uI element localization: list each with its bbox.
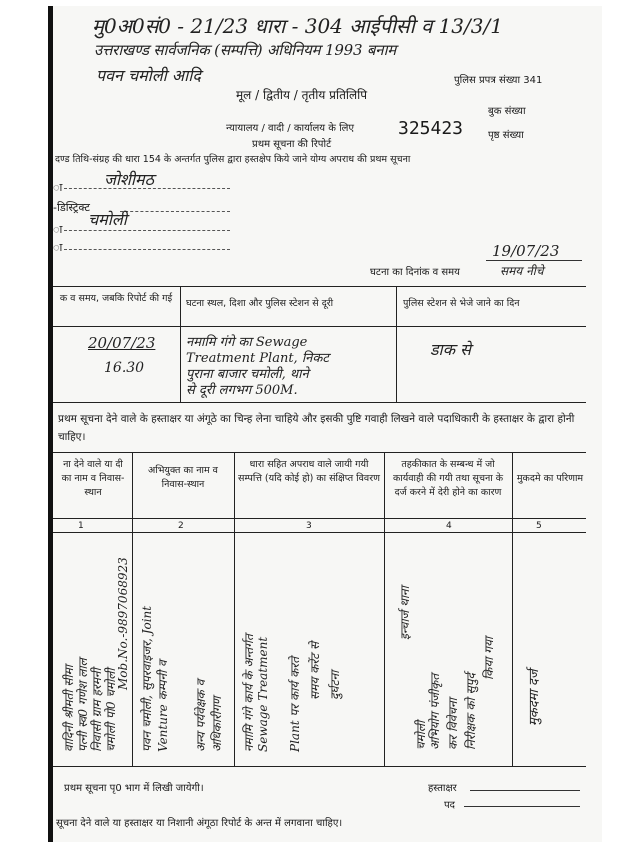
offence-line-1: नमामि गंगे कार्य के अन्तर्गत [242,634,256,752]
table2-divider-3 [384,452,385,766]
form-number: पुलिस प्रपत्र संख्या 341 [454,75,543,86]
last-instruction: सूचना देने वाले या हस्ताक्षर या निशानी अंगूठा रिपोर्ट के अन्त में लगवाना चाहिए। [56,818,343,829]
action-line-4: कर विवेचना [446,698,460,750]
table2-header-accused: अभियुक्त का नाम व निवास-स्थान [148,465,218,490]
extra-line-2 [64,249,230,250]
place-line-1: नमामि गंगे का Sewage [186,335,308,350]
signature-line [470,790,580,791]
result-value: मुकदमा दर्ज [527,669,542,726]
incident-date: 19/07/23 [492,242,560,260]
col-number-2: 2 [178,521,184,531]
table1-bottom-rule [53,402,586,403]
thana-label: ा [53,181,63,194]
place-line-3: पुराना बाजार चमोली, थाने [186,367,309,382]
place-line-4: से दूरी लगभग 500M. [186,383,298,398]
court-copy-label: न्यायालय / वादी / कार्यालय के लिए [226,123,354,134]
incident-time: समय नीचे [500,264,544,278]
offence-line-2: Sewage Treatment [256,636,270,752]
offence-line-4: समय करेंट से [308,641,322,700]
district-label: -डिस्ट्रिक्ट [53,201,90,214]
table2-header-action: तहकीकात के सम्बन्ध में जो कार्यवाही की गयी तथा सूचना के दर्ज करने में देरी होने का कारण [392,459,504,498]
table2-bottom-rule [53,766,586,767]
informant-line-3: निवासी ग्राम हरमनी [90,668,104,752]
table1-divider-2 [396,286,397,402]
table2-divider-2 [234,452,235,766]
table2-header-informant: ना देने वाले या दी का नाम व निवास-स्थान [61,459,125,498]
table1-header-sent-day: पुलिस स्टेशन से भेजे जाने का दिन [403,298,520,309]
table1-header-rule [53,326,586,327]
sent-day-value: डाक से [430,340,471,359]
col-number-1: 1 [78,521,84,531]
action-line-2: चमोली [414,720,428,750]
table2-header-offence: धारा सहित अपराध वाले जायी गयी सम्पत्ति (यदि कोई हो) का संक्षिप्त विवरण [238,459,380,484]
report-time: 16.30 [104,360,145,376]
table1-top-rule [53,286,586,287]
copy-type: मूल / द्वितीय / तृतीय प्रतिलिपि [236,88,368,102]
fir-report-label: प्रथम सूचना की रिपोर्ट [252,139,332,150]
page-number-label: पृष्ठ संख्या [488,130,524,141]
table1-divider-1 [180,286,181,402]
col-number-4: 4 [446,521,452,531]
action-line-6: किया गया [482,636,496,680]
accused-line-4: अधिकारीगण [210,696,224,752]
offence-line-3: Plant पर कार्य करते [288,656,302,752]
act-line: उत्तराखण्ड सार्वजनिक (सम्पत्ति) अधिनियम 1993 बनाम [94,41,397,59]
report-date: 20/07/23 [88,334,156,352]
scan-edge [48,6,53,842]
book-number-label: बुक संख्या [488,106,526,117]
informant-line-1: वादिनी श्रीमती सीमा [62,665,76,752]
thana-value: जोशीमठ [104,170,154,189]
signature-label: हस्ताक्षर [428,783,457,794]
designation-line [464,806,580,807]
action-line-5: निरीक्षक को सुपुर्द [464,673,478,750]
accused-line: पवन चमोली आदि [96,66,201,85]
action-line-1: इन्चार्ज थाना [398,586,412,640]
extra-label-2: ा [53,241,63,254]
table2-header-result: मुकदमे का परिणाम [516,473,584,484]
action-line-3: अभियोग पंजीकृत [428,673,442,750]
informant-line-4: चमोली पो0 चमोली [104,668,118,752]
table1-header-report-time: क व समय, जबकि रिपोर्ट की गई [59,293,173,304]
place-line-2: Treatment Plant, निकट [186,351,329,366]
serial-number: 325423 [398,118,464,139]
col-number-5: 5 [536,521,542,531]
signature-instruction: प्रथम सूचना देने वाले के हस्ताक्षर या अंगूठे का चिन्ह लेना चाहिये और इसकी पुष्टि गवाही लिखने वाले पदाधिकारी के हस्ताक्षर के द्वारा होनी चाहिए। [58,413,575,443]
offence-line-5: दुर्घटना [328,670,342,700]
col-number-3: 3 [306,521,312,531]
table2-divider-4 [512,452,513,766]
district-line [120,211,230,212]
accused-line-1: पवन चमोली, सुपरवाइजर, Joint [140,605,154,752]
district-value: चमोली [88,210,127,229]
table2-divider-1 [132,452,133,766]
accused-line-3: अन्य पर्यवेक्षक व [194,679,208,752]
extra-line-1 [64,230,230,231]
informant-mobile: Mob.No.-9897068923 [116,557,130,690]
thana-line [64,188,230,189]
case-number-line: मु0अ0सं0 - 21/23 धारा - 304 आईपीसी व 13/3/1 [92,14,503,38]
extra-label-1: ा [53,223,63,236]
incident-date-label: घटना का दिनांक व समय [370,267,460,278]
accused-line-2: Venture कम्पनी व [156,660,170,752]
informant-line-2: पत्नी स्व0 गणेश लाल [76,658,90,752]
intro-text: दण्ड तिथि-संग्रह की धारा 154 के अन्तर्गत पुलिस द्वारा हस्तक्षेप किये जाने योग्य अपराध की प्रथम सूचना [55,154,411,165]
table1-header-place: घटना स्थल, दिशा और पुलिस स्टेशन से दूरी [186,298,334,309]
date-underline [486,260,582,261]
designation-label: पद [444,800,455,811]
footer-note: प्रथम सूचना पृ0 भाग में लिखी जायेगी। [64,783,204,794]
